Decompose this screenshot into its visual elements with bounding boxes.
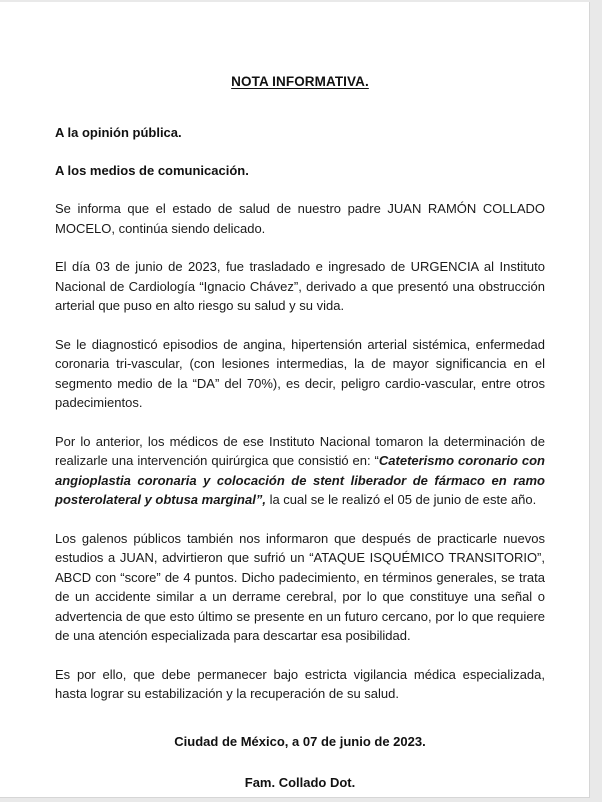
- paragraph-health-status: Se informa que el estado de salud de nuestro padre JUAN RAMÓN COLLADO MOCELO, continúa siendo delicado.: [55, 201, 545, 236]
- paragraph-ischemic-attack: Los galenos públicos también nos informaron que después de practicarle nuevos estudios a JUAN, advirtieron que sufrió un “ATAQUE ISQUÉMICO TRANSITORIO”, ABCD con “score” de 4 puntos. Dicho padecimiento, en términos generales, se trata de un accidente similar a un derrame cerebral, por lo que constituye una señal o advertencia de que esto último se presente en un futuro cercano, por lo que requiere de una atención especializada para descartar esa posibilidad.: [55, 530, 545, 643]
- closing-place-date: Ciudad de México, a 07 de junio de 2023.: [174, 733, 426, 749]
- closing-signature: Fam. Collado Dot.: [244, 774, 356, 790]
- paragraph-diagnosis: Se le diagnosticó episodios de angina, hipertensión arterial sistémica, enfermedad coronaria tri-vascular, (con lesiones intermedias, la de mayor significancia en el segmento medio de la “DA” del 70%), es decir, peligro cardio-vascular, entre otros padecimientos.: [55, 336, 545, 410]
- paragraph-surgery: [55, 413, 545, 510]
- page-title-text: NOTA INFORMATIVA.: [231, 74, 369, 89]
- salutation-public: A la opinión pública.: [55, 125, 182, 140]
- surgery-procedure-emphasis: Cateterismo coronario con angioplastia coronaria y colocación de stent liberador de fármaco en ramo posterolateral y obtusa marginal”,: [55, 453, 545, 507]
- paragraph-conclusion: Es por ello, que debe permanecer bajo estricta vigilancia médica especializada, hasta lograr su estabilización y la recuperación de su salud.: [55, 666, 545, 701]
- surgery-text-after: la cual se le realizó el 05 de junio de este año.: [265, 492, 537, 507]
- document-page: [0, 2, 590, 798]
- document-content: [55, 2, 545, 792]
- page-title: [55, 2, 545, 89]
- salutation-media: A los medios de comunicación.: [55, 163, 249, 178]
- surgery-text-before: Por lo anterior, los médicos de ese Instituto Nacional tomaron la determinación de realizarle una intervención quirúrgica que consistió en: “: [55, 433, 545, 468]
- paragraph-admission: El día 03 de junio de 2023, fue trasladado e ingresado de URGENCIA al Instituto Nacional de Cardiología “Ignacio Chávez”, derivado a que presentó una obstrucción arterial que puso en alto riesgo su salud y su vida.: [55, 259, 545, 313]
